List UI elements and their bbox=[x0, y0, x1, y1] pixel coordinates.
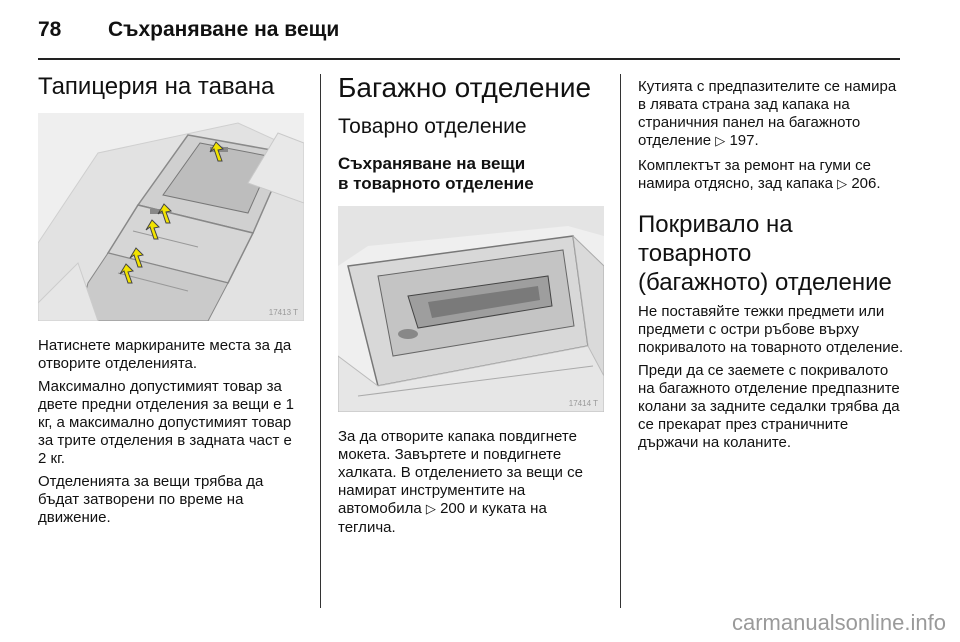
column-divider bbox=[320, 74, 321, 608]
paragraph: Не поставяйте тежки предмети или предмети с остри ръбове върху покривалото на товарното отделение. bbox=[638, 303, 904, 356]
subsubsection-heading bbox=[338, 154, 604, 194]
paragraph: Отделенията за вещи трябва да бъдат затворени по време на движение. bbox=[38, 473, 264, 526]
paragraph-text: и куката на теглича. bbox=[338, 500, 547, 536]
headliner-illustration bbox=[38, 113, 304, 321]
section-heading: Тапицерия на тавана bbox=[38, 73, 275, 100]
paragraph: Натиснете маркираните места за да отворите отделенията. bbox=[38, 337, 292, 372]
page-number: 78 bbox=[38, 18, 62, 41]
paragraph-text: За да отворите капака повдигнете мокета. Завъртете и повдигнете халката. В отделението за вещи се намират инструментите на автомобила bbox=[338, 428, 583, 517]
page-reference-arrow-icon: ▷ bbox=[425, 502, 436, 517]
paragraph: Максимално допустимият товар за двете предни отделения за вещи е 1 кг, а максимално допустимият товар за трите отделения в задната част е 2 кг. bbox=[38, 378, 294, 467]
page-header bbox=[38, 14, 900, 60]
heading-line: (багажното) отделение bbox=[638, 269, 892, 296]
paragraph bbox=[638, 157, 904, 194]
page-reference-arrow-icon: ▷ bbox=[715, 134, 726, 149]
paragraph: Преди да се заемете с покривалото на багажното отделение предпазните колани за задните седалки трябва да се прекарат през страничните държачи на коланите. bbox=[638, 362, 900, 451]
heading-line: Покривало на товарното bbox=[638, 211, 793, 267]
paragraph bbox=[638, 78, 904, 151]
subsection-heading: Товарно отделение bbox=[338, 115, 527, 138]
cargo-floor-illustration bbox=[338, 206, 604, 412]
paragraph bbox=[338, 428, 604, 537]
page-title: Съхраняване на вещи bbox=[108, 18, 340, 41]
figure-id: 17413 T bbox=[268, 308, 298, 317]
page-reference-arrow-icon: ▷ bbox=[837, 177, 848, 192]
section-heading bbox=[638, 210, 904, 297]
column-1 bbox=[38, 72, 304, 527]
column-divider bbox=[620, 74, 621, 608]
cargo-compartment-figure bbox=[338, 206, 604, 412]
heading-line: в товарното отделение bbox=[338, 174, 534, 193]
figure-id: 17414 T bbox=[568, 399, 598, 408]
watermark: carmanualsonline.info bbox=[731, 610, 946, 635]
heading-line: Съхраняване на вещи bbox=[338, 154, 526, 173]
header-rule bbox=[38, 58, 900, 60]
headliner-compartments-figure bbox=[38, 113, 304, 321]
page-reference[interactable]: 197. bbox=[729, 132, 759, 149]
section-heading: Багажно отделение bbox=[338, 72, 592, 103]
column-2 bbox=[338, 72, 604, 537]
paragraph-text: Комплектът за ремонт на гуми се намира отдясно, зад капака bbox=[638, 157, 871, 192]
column-3 bbox=[638, 72, 904, 452]
paragraph-text: Кутията с предпазителите се намира в лявата страна зад капака на страничния панел на багажното отделение bbox=[638, 78, 897, 149]
page-reference[interactable]: 206. bbox=[851, 175, 881, 192]
page-reference[interactable]: 200 bbox=[440, 500, 466, 517]
